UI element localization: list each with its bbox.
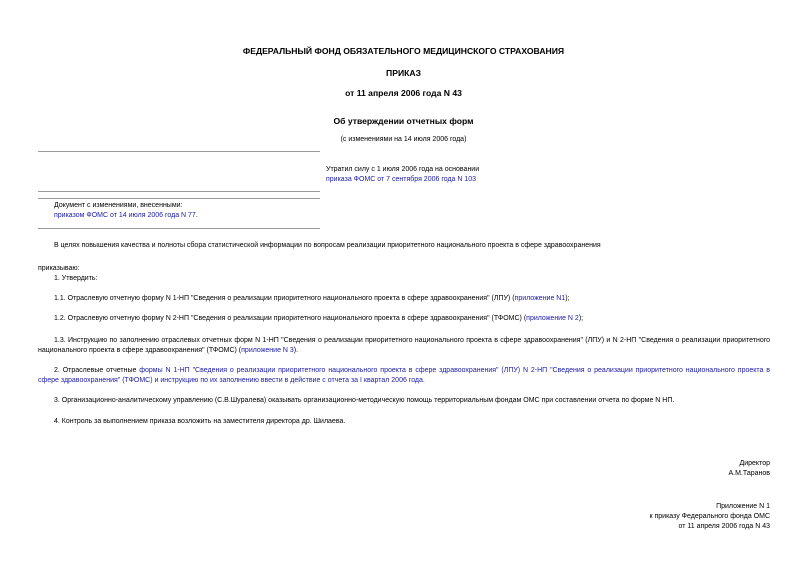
appendix-line-2: к приказу Федерального фонда ОМС bbox=[649, 513, 770, 520]
signature-block bbox=[728, 459, 770, 479]
appendix-line-3: от 11 апреля 2006 года N 43 bbox=[678, 523, 770, 530]
amending-order-link[interactable]: приказом ФОМС от 14 июля 2006 года N 77 bbox=[54, 212, 196, 219]
divider-bottom bbox=[38, 228, 320, 229]
preamble: В целях повышения качества и полноты сбора статистической информации по вопросам реализации приоритетного национального проекта в сфере здравоохранения bbox=[54, 242, 601, 249]
item-1-1 bbox=[38, 294, 770, 304]
item-1-1-text: 1.1. Отраслевую отчетную форму N 1-НП "Сведения о реализации приоритетного национального проекта в сфере здравоохранения" (ЛПУ) ( bbox=[54, 295, 515, 302]
order-word: приказываю: bbox=[38, 265, 80, 272]
organization-name: ФЕДЕРАЛЬНЫЙ ФОНД ОБЯЗАТЕЛЬНОГО МЕДИЦИНСКОГО СТРАХОВАНИЯ bbox=[242, 46, 565, 56]
appendix-line-1: Приложение N 1 bbox=[716, 503, 770, 510]
item-1-1-end: ); bbox=[565, 295, 570, 302]
item-1-3-text: 1.3. Инструкцию по заполнению отраслевых отчетных форм N 1-НП "Сведения о реализации приоритетного национального проекта в сфере здравоохранения" (ЛПУ) и N 2-НП "Сведения о реализации приоритетного национального проекта в сфере здравоохранения" (ТФОМС) ( bbox=[38, 337, 770, 354]
appendix-3-link[interactable]: приложение N 3 bbox=[241, 347, 294, 354]
repeal-order-link[interactable]: приказа ФОМС от 7 сентября 2006 года N 103 bbox=[326, 176, 477, 183]
signature-name: А.М.Таранов bbox=[728, 470, 770, 477]
item-1: 1. Утвердить: bbox=[54, 275, 98, 282]
signature-role: Директор bbox=[739, 460, 770, 467]
divider-middle bbox=[38, 191, 320, 192]
item-1-3-end: ). bbox=[293, 347, 299, 354]
status-text: Утратил силу с 1 июля 2006 года на основании bbox=[326, 166, 480, 173]
item-2 bbox=[38, 366, 770, 386]
item-2-text: 2. Отраслевые отчетные bbox=[54, 367, 140, 374]
appendix-heading bbox=[649, 502, 770, 532]
item-1-3 bbox=[38, 336, 770, 356]
document-date-number: от 11 апреля 2006 года N 43 bbox=[345, 88, 462, 98]
amendments-note: (с изменениями на 14 июля 2006 года) bbox=[340, 136, 467, 143]
changes-link-suffix: . bbox=[195, 212, 198, 219]
forms-link[interactable]: формы N 1-НП "Сведения о реализации приоритетного национального проекта в сфере здравоохранения" (ЛПУ) N 2-НП "Сведения о реализации приоритетного национального проекта в сфере здравоохранения" (ТФОМС) и инструкцию по их заполнению ввести в действие с отчета за I квартал 2006 года. bbox=[38, 367, 770, 384]
appendix-1-link[interactable]: приложение N1 bbox=[514, 295, 566, 302]
changes-text: Документ с изменениями, внесенными: bbox=[54, 202, 183, 209]
status-block bbox=[326, 165, 479, 185]
document-type: ПРИКАЗ bbox=[386, 68, 421, 78]
appendix-2-link[interactable]: приложение N 2 bbox=[526, 315, 579, 322]
divider-top bbox=[38, 151, 320, 152]
changes-block bbox=[54, 201, 198, 221]
divider-middle-2 bbox=[38, 198, 320, 199]
document-title: Об утверждении отчетных форм bbox=[333, 116, 474, 126]
item-4: 4. Контроль за выполнением приказа возложить на заместителя директора др. Шилаева. bbox=[54, 418, 346, 425]
item-1-2-end: ); bbox=[578, 315, 584, 322]
item-1-2-text: 1.2. Отраслевую отчетную форму N 2-НП "Сведения о реализации приоритетного национального проекта в сфере здравоохранения" (ТФОМС) ( bbox=[54, 315, 527, 322]
item-1-2 bbox=[38, 314, 770, 324]
item-3: 3. Организационно-аналитическому управлению (С.В.Шуралева) оказывать организационно-методическую помощь территориальным фондам ОМС при составлении отчета по форме N НП. bbox=[54, 397, 675, 404]
